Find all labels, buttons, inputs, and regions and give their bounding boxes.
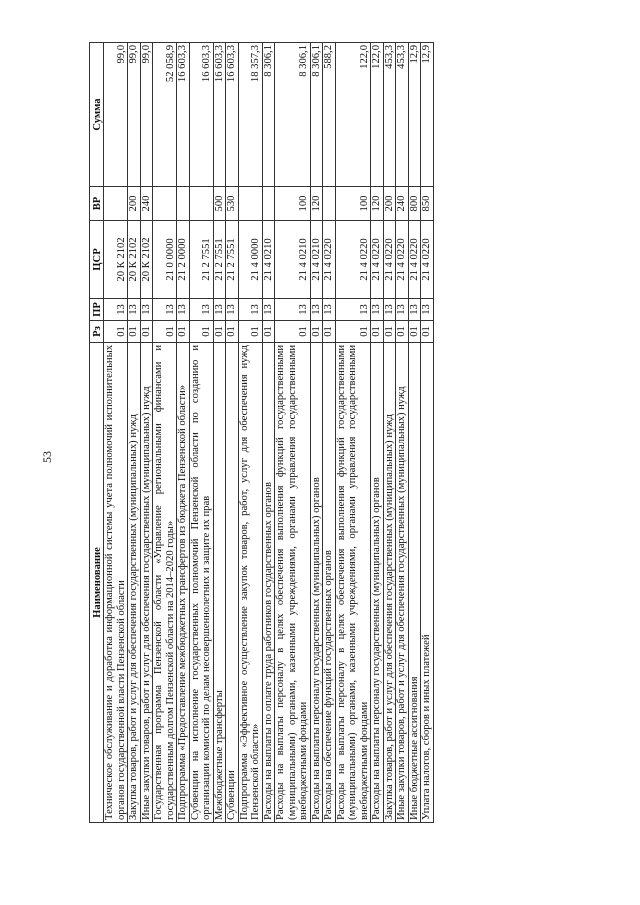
cell-name: Закупка товаров, работ и услуг для обеспечения государственных (муниципальных) нужд <box>383 343 396 823</box>
cell-vr: 850 <box>421 187 434 221</box>
cell-csr: 20 К 2102 <box>140 221 153 299</box>
cell-name: Расходы на выплаты по оплате труда работников государственных органов <box>262 343 275 823</box>
cell-rz: 01 <box>408 321 421 343</box>
cell-rz: 01 <box>104 321 128 343</box>
cell-pr: 13 <box>408 299 421 321</box>
cell-csr: 21 4 0220 <box>396 221 409 299</box>
table-row <box>238 43 262 823</box>
cell-rz: 01 <box>213 321 226 343</box>
table-row <box>408 43 421 823</box>
cell-sum: 453,3 <box>383 43 396 187</box>
cell-csr: 21 4 0220 <box>408 221 421 299</box>
table-row <box>189 43 213 823</box>
table-row <box>383 43 396 823</box>
table-row <box>140 43 153 823</box>
cell-vr <box>153 187 177 221</box>
header-name: Наименование <box>90 343 104 823</box>
cell-pr: 13 <box>226 299 239 321</box>
cell-sum: 16 603,3 <box>189 43 213 187</box>
cell-name: Иные закупки товаров, работ и услуг для обеспечения государственных (муниципальных) нужд <box>396 343 409 823</box>
cell-csr: 21 4 0220 <box>421 221 434 299</box>
cell-name: Подпрограмма «Предоставление межбюджетных трансфертов из бюджета Пензенской области» <box>177 343 190 823</box>
table-row <box>262 43 275 823</box>
cell-pr: 13 <box>421 299 434 321</box>
budget-table <box>89 42 434 823</box>
cell-sum: 99,0 <box>128 43 141 187</box>
cell-name: Межбюджетные трансферты <box>213 343 226 823</box>
cell-pr: 13 <box>213 299 226 321</box>
cell-vr: 200 <box>128 187 141 221</box>
cell-name: Расходы на выплаты персоналу в целях обеспечения выполнения функций государственными (муниципальными) органами, казенными учреждениями, органами управления государственными внебюджетными фондами <box>275 343 311 823</box>
cell-name: Закупка товаров, работ и услуг для обеспечения государственных (муниципальных) нужд <box>128 343 141 823</box>
cell-name: Иные бюджетные ассигнования <box>408 343 421 823</box>
cell-pr: 13 <box>383 299 396 321</box>
cell-rz: 01 <box>335 321 371 343</box>
table-row <box>323 43 336 823</box>
cell-sum: 52 058,9 <box>153 43 177 187</box>
cell-vr: 100 <box>275 187 311 221</box>
cell-name: Субвенции <box>226 343 239 823</box>
header-vr: ВР <box>90 187 104 221</box>
cell-pr: 13 <box>177 299 190 321</box>
cell-rz: 01 <box>177 321 190 343</box>
cell-pr: 13 <box>396 299 409 321</box>
cell-csr: 21 4 0210 <box>262 221 275 299</box>
cell-vr: 530 <box>226 187 239 221</box>
cell-rz: 01 <box>262 321 275 343</box>
cell-name: Техническое обслуживание и доработка информационной системы учета полномочий исполнительных органов государственной власти Пензенской области <box>104 343 128 823</box>
cell-vr: 240 <box>396 187 409 221</box>
cell-pr: 13 <box>275 299 311 321</box>
cell-sum: 122,0 <box>371 43 384 187</box>
cell-vr <box>189 187 213 221</box>
cell-rz: 01 <box>383 321 396 343</box>
cell-sum: 99,0 <box>104 43 128 187</box>
cell-name: Субвенции на исполнение государственных полномочий Пензенской области по созданию и организации комиссий по делам несовершеннолетних и защите их прав <box>189 343 213 823</box>
cell-csr: 21 2 7551 <box>226 221 239 299</box>
cell-vr: 200 <box>383 187 396 221</box>
cell-sum: 8 306,1 <box>310 43 323 187</box>
cell-csr: 21 4 0220 <box>323 221 336 299</box>
cell-pr: 13 <box>140 299 153 321</box>
cell-csr: 21 2 7551 <box>189 221 213 299</box>
table-row <box>153 43 177 823</box>
cell-name: Расходы на выплаты персоналу государственных (муниципальных) органов <box>310 343 323 823</box>
cell-rz: 01 <box>275 321 311 343</box>
cell-name: Уплата налогов, сборов и иных платежей <box>421 343 434 823</box>
cell-csr: 21 0 0000 <box>153 221 177 299</box>
cell-rz: 01 <box>396 321 409 343</box>
cell-vr <box>262 187 275 221</box>
cell-name: Расходы на обеспечение функций государственных органов <box>323 343 336 823</box>
cell-vr: 800 <box>408 187 421 221</box>
cell-name: Подпрограмма «Эффективное осуществление закупок товаров, работ, услуг для обеспечения нужд Пензенской области» <box>238 343 262 823</box>
cell-pr: 13 <box>189 299 213 321</box>
cell-pr: 13 <box>371 299 384 321</box>
cell-sum: 8 306,1 <box>262 43 275 187</box>
cell-csr: 21 4 0220 <box>371 221 384 299</box>
table-row <box>275 43 311 823</box>
cell-rz: 01 <box>421 321 434 343</box>
cell-name: Иные закупки товаров, работ и услуг для обеспечения государственных (муниципальных) нужд <box>140 343 153 823</box>
cell-rz: 01 <box>323 321 336 343</box>
table-row <box>104 43 128 823</box>
cell-vr <box>323 187 336 221</box>
table-header-row <box>90 43 104 823</box>
cell-rz: 01 <box>226 321 239 343</box>
cell-rz: 01 <box>310 321 323 343</box>
cell-sum: 18 357,3 <box>238 43 262 187</box>
cell-pr: 13 <box>153 299 177 321</box>
cell-sum: 12,9 <box>421 43 434 187</box>
header-pr: ПР <box>90 299 104 321</box>
table-row <box>396 43 409 823</box>
cell-vr: 500 <box>213 187 226 221</box>
cell-pr: 13 <box>238 299 262 321</box>
cell-rz: 01 <box>189 321 213 343</box>
cell-sum: 122,0 <box>335 43 371 187</box>
cell-pr: 13 <box>104 299 128 321</box>
cell-sum: 588,2 <box>323 43 336 187</box>
cell-vr <box>238 187 262 221</box>
cell-vr: 120 <box>371 187 384 221</box>
cell-rz: 01 <box>128 321 141 343</box>
table-row <box>226 43 239 823</box>
cell-pr: 13 <box>323 299 336 321</box>
table-row <box>310 43 323 823</box>
cell-pr: 13 <box>262 299 275 321</box>
table-row <box>128 43 141 823</box>
cell-sum: 16 603,3 <box>213 43 226 187</box>
cell-csr: 20 К 2102 <box>128 221 141 299</box>
cell-sum: 16 603,3 <box>177 43 190 187</box>
cell-csr: 21 4 0000 <box>238 221 262 299</box>
cell-rz: 01 <box>238 321 262 343</box>
cell-csr: 21 4 0220 <box>335 221 371 299</box>
cell-csr: 21 2 7551 <box>213 221 226 299</box>
cell-name: Государственная программа Пензенской области «Управление региональными финансами и государственным долгом Пензенской области на 2014–2020 годы» <box>153 343 177 823</box>
table-row <box>421 43 434 823</box>
cell-sum: 8 306,1 <box>275 43 311 187</box>
table-row <box>213 43 226 823</box>
table-row <box>371 43 384 823</box>
cell-pr: 13 <box>335 299 371 321</box>
cell-rz: 01 <box>140 321 153 343</box>
cell-vr: 120 <box>310 187 323 221</box>
cell-sum: 12,9 <box>408 43 421 187</box>
cell-sum: 453,3 <box>396 43 409 187</box>
header-sum: Сумма <box>90 43 104 187</box>
cell-name: Расходы на выплаты персоналу в целях обеспечения выполнения функций государственными (муниципальными) органами, казенными учреждениями, органами управления государственными внебюджетными фондами <box>335 343 371 823</box>
cell-csr: 20 К 2102 <box>104 221 128 299</box>
cell-vr: 240 <box>140 187 153 221</box>
cell-rz: 01 <box>153 321 177 343</box>
cell-sum: 99,0 <box>140 43 153 187</box>
cell-vr <box>177 187 190 221</box>
header-csr: ЦСР <box>90 221 104 299</box>
cell-name: Расходы на выплаты персоналу государственных (муниципальных) органов <box>371 343 384 823</box>
cell-pr: 13 <box>310 299 323 321</box>
rotated-page-content <box>89 43 557 823</box>
header-rz: Рз <box>90 321 104 343</box>
table-row <box>335 43 371 823</box>
page-number: 53 <box>40 451 54 463</box>
cell-pr: 13 <box>128 299 141 321</box>
cell-csr: 21 4 0220 <box>383 221 396 299</box>
cell-csr: 21 2 0000 <box>177 221 190 299</box>
cell-csr: 21 4 0210 <box>275 221 311 299</box>
cell-vr: 100 <box>335 187 371 221</box>
table-row <box>177 43 190 823</box>
cell-csr: 21 4 0210 <box>310 221 323 299</box>
cell-vr <box>104 187 128 221</box>
cell-rz: 01 <box>371 321 384 343</box>
cell-sum: 16 603,3 <box>226 43 239 187</box>
